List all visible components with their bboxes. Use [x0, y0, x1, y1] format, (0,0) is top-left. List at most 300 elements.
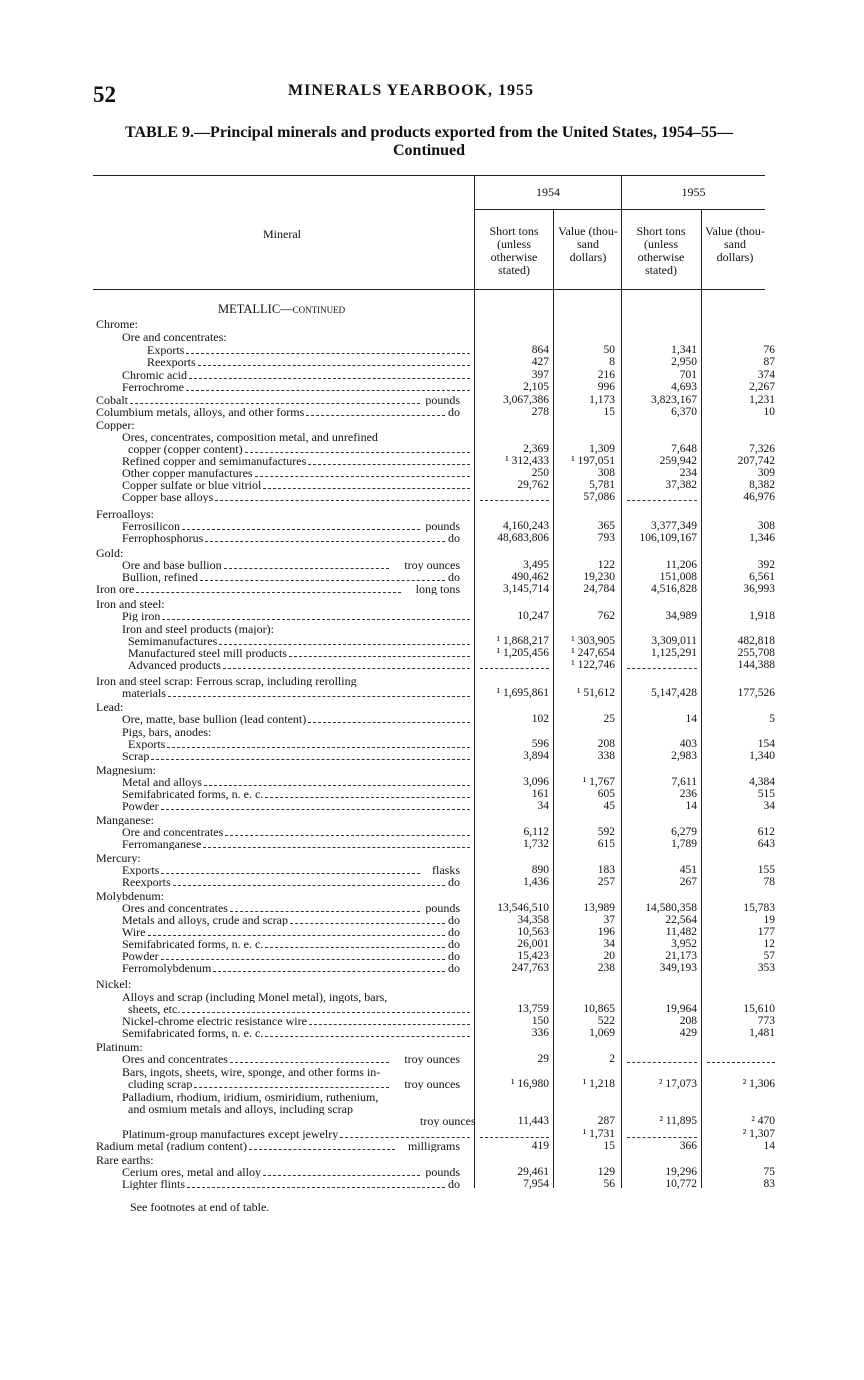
- table-cell: ¹ 247,654: [571, 647, 615, 659]
- row-label: Rare earths:: [96, 1154, 154, 1166]
- row-label: copper (copper content): [128, 443, 243, 455]
- row-unit: troy ounces: [404, 559, 460, 571]
- table-cell: 6,112: [523, 826, 549, 838]
- table-cell: 2,369: [523, 443, 549, 455]
- leader-dots: [263, 488, 470, 489]
- table-cell: 255,708: [737, 647, 775, 659]
- leader-dots: [219, 644, 470, 645]
- table-cell: 701: [679, 369, 697, 381]
- table-cell: 267: [679, 876, 697, 888]
- table-cell: 1,481: [749, 1027, 775, 1039]
- leader-dots: [204, 785, 470, 786]
- row-unit: do: [448, 950, 460, 962]
- table-cell: 129: [597, 1166, 615, 1178]
- row-unit: pounds: [425, 520, 460, 532]
- table-cell: 207,742: [737, 455, 775, 467]
- leader-dots: [340, 1137, 470, 1138]
- leader-dots: [182, 529, 420, 530]
- row-label: Chrome:: [96, 318, 138, 330]
- table-cell: 605: [597, 788, 615, 800]
- table-cell: 612: [757, 826, 775, 838]
- table-cell: 29,461: [517, 1166, 549, 1178]
- table-cell: 308: [757, 520, 775, 532]
- row-unit: do: [448, 962, 460, 974]
- table-cell: 177: [757, 926, 775, 938]
- row-label: Iron and steel:: [96, 598, 165, 610]
- row-label: Pig iron: [122, 610, 161, 622]
- table-cell: 7,611: [671, 776, 697, 788]
- row-label: Ore and concentrates: [122, 826, 224, 838]
- row-unit: pounds: [425, 1166, 460, 1178]
- table-cell: ¹ 1,731: [582, 1128, 615, 1140]
- table-cell: 4,384: [749, 776, 775, 788]
- table-cell: 208: [679, 1015, 697, 1027]
- row-label: Columbium metals, alloys, and other forms: [96, 406, 305, 418]
- row-label: Cerium ores, metal and alloy: [122, 1166, 261, 1178]
- table-cell: 3,952: [671, 938, 697, 950]
- table-cell: 19: [763, 914, 775, 926]
- table-cell: 24,784: [583, 583, 615, 595]
- table-cell: 21,173: [665, 950, 697, 962]
- leader-dots: [224, 568, 389, 569]
- leader-dots: [309, 1024, 470, 1025]
- row-label: Semifabricated forms, n. e. c.: [122, 1027, 264, 1039]
- row-label: Ores and concentrates: [122, 1053, 228, 1065]
- table-cell: 3,495: [523, 559, 549, 571]
- leader-dots: [213, 971, 445, 972]
- row-label: Other copper manufactures: [122, 467, 253, 479]
- leader-dots: [289, 656, 470, 657]
- table-cell: 234: [679, 467, 697, 479]
- table-cell: 4,516,828: [651, 583, 697, 595]
- row-label: Ores and concentrates: [122, 902, 228, 914]
- table-cell: 366: [679, 1140, 697, 1152]
- table-cell: 34,989: [665, 610, 697, 622]
- table-cell: 250: [531, 467, 549, 479]
- row-label: Ferromolybdenum: [122, 962, 212, 974]
- table-cell: 643: [757, 838, 775, 850]
- leader-dots: [255, 476, 470, 477]
- table-cell: 793: [597, 532, 615, 544]
- table-cell: 150: [531, 1015, 549, 1027]
- leader-dots: [198, 365, 470, 366]
- table-cell: 22,564: [665, 914, 697, 926]
- table-cell: 1,125,291: [651, 647, 697, 659]
- table-cell: 34,358: [517, 914, 549, 926]
- table-cell: 4,160,243: [503, 520, 549, 532]
- row-label: Scrap: [122, 750, 150, 762]
- table-cell: 8: [609, 356, 615, 368]
- table-cell: 46,976: [743, 491, 775, 503]
- table-cell: 57,086: [583, 491, 615, 503]
- row-label: Bars, ingots, sheets, wire, sponge, and other forms in-: [122, 1066, 381, 1078]
- table-cell: ¹ 303,905: [571, 635, 615, 647]
- table-cell: 15: [603, 406, 615, 418]
- row-label: Exports: [122, 864, 160, 876]
- row-label: Palladium, rhodium, iridium, osmiridium, ruthenium,: [122, 1091, 379, 1103]
- table-cell: 8,382: [749, 479, 775, 491]
- table-cell: 11,206: [665, 559, 697, 571]
- column-rule-2: [553, 210, 554, 1188]
- table-cell: 78: [763, 876, 775, 888]
- short-tons-1954-header: Short tons (unless otherwise stated): [489, 224, 539, 277]
- table-cell: 75: [763, 1166, 775, 1178]
- table-cell: 2,950: [671, 356, 697, 368]
- leader-dots: [263, 1175, 420, 1176]
- row-label: Ferroalloys:: [96, 508, 154, 520]
- footnote: See footnotes at end of table.: [130, 1200, 270, 1214]
- row-label: Pigs, bars, anodes:: [122, 726, 212, 738]
- table-cell: 419: [531, 1140, 549, 1152]
- leader-dots: [306, 415, 445, 416]
- table-cell: ¹ 1,868,217: [496, 635, 549, 647]
- row-unit: long tons: [415, 583, 460, 595]
- leader-dots: [168, 696, 470, 697]
- leader-dots: [186, 390, 470, 391]
- row-label: Metal and alloys: [122, 776, 202, 788]
- leader-dots: [136, 592, 401, 593]
- table-cell: 14: [685, 713, 697, 725]
- row-unit: do: [448, 571, 460, 583]
- row-label: Semifabricated forms, n. e. c.: [122, 788, 264, 800]
- leader-dots: [151, 759, 470, 760]
- leader-dots: [205, 541, 445, 542]
- table-cell: 11,443: [517, 1115, 549, 1127]
- leader-dots: [173, 885, 445, 886]
- table-cell: 15,783: [743, 902, 775, 914]
- table-cell: 287: [597, 1115, 615, 1127]
- table-cell: 19,964: [665, 1003, 697, 1015]
- leader-dots: [186, 353, 470, 354]
- table-cell: 19,230: [583, 571, 615, 583]
- column-rule-3: [621, 176, 622, 1188]
- table-cell: 592: [597, 826, 615, 838]
- table-cell: 154: [757, 738, 775, 750]
- mineral-header: Mineral: [263, 227, 301, 241]
- row-unit: do: [448, 938, 460, 950]
- empty-cell-dashes: [627, 1137, 697, 1138]
- row-label: Semifabricated forms, n. e. c.: [122, 938, 264, 950]
- row-unit: pounds: [425, 394, 460, 406]
- table-cell: 48,683,806: [497, 532, 549, 544]
- row-label: Iron and steel products (major):: [122, 623, 274, 635]
- table-cell: 26,001: [517, 938, 549, 950]
- row-label: Gold:: [96, 547, 124, 559]
- table-cell: 83: [763, 1178, 775, 1190]
- empty-cell-dashes: [480, 1137, 549, 1138]
- table-cell: 596: [531, 738, 549, 750]
- table-cell: 3,145,714: [503, 583, 549, 595]
- table-cell: ² 17,073: [659, 1078, 697, 1090]
- leader-dots: [308, 722, 470, 723]
- row-label: Radium metal (radium content): [96, 1140, 247, 1152]
- row-label: Manganese:: [96, 814, 154, 826]
- value-1954-header: Value (thou- sand dollars): [558, 224, 618, 264]
- table-cell: 2,105: [523, 381, 549, 393]
- year-1954-header: 1954: [536, 185, 560, 199]
- row-unit: troy ounces: [404, 1053, 460, 1065]
- table-cell: 106,109,167: [639, 532, 697, 544]
- row-label: Ore, matte, base bullion (lead content): [122, 713, 307, 725]
- row-label: Refined copper and semimanufactures: [122, 455, 307, 467]
- empty-cell-dashes: [480, 500, 549, 501]
- table-cell: 1,346: [749, 532, 775, 544]
- table-cell: 429: [679, 1027, 697, 1039]
- table-cell: 236: [679, 788, 697, 800]
- row-label: and osmium metals and alloys, including scrap: [128, 1103, 353, 1115]
- table-cell: 45: [603, 800, 615, 812]
- table-cell: 309: [757, 467, 775, 479]
- table-cell: 427: [531, 356, 549, 368]
- row-label: Lead:: [96, 701, 124, 713]
- leader-dots: [187, 1187, 445, 1188]
- leader-dots: [148, 935, 445, 936]
- row-label: Exports: [147, 344, 185, 356]
- row-label: Reexports: [122, 876, 171, 888]
- row-label: Nickel:: [96, 978, 132, 990]
- table-cell: 56: [603, 1178, 615, 1190]
- table-cell: 208: [597, 738, 615, 750]
- table-cell: 308: [597, 467, 615, 479]
- table-cell: 3,309,011: [651, 635, 697, 647]
- table-cell: 3,823,167: [651, 394, 697, 406]
- row-label: Powder: [122, 950, 159, 962]
- row-label: Lighter flints: [122, 1178, 185, 1190]
- table-cell: 349,193: [659, 962, 697, 974]
- table-title: TABLE 9.—Principal minerals and products exported from the United States, 1954–55—Continued: [124, 124, 733, 159]
- row-label: Ferrochrome: [122, 381, 184, 393]
- table-cell: 338: [597, 750, 615, 762]
- table-cell: 5,781: [589, 479, 615, 491]
- table-cell: 14: [763, 1140, 775, 1152]
- table-cell: ² 1,307: [742, 1128, 775, 1140]
- row-label: Magnesium:: [96, 764, 156, 776]
- table-cell: 392: [757, 559, 775, 571]
- table-cell: 15: [603, 1140, 615, 1152]
- table-cell: 1,789: [671, 838, 697, 850]
- row-label: Platinum-group manufactures except jewelry: [122, 1128, 339, 1140]
- leader-dots: [290, 923, 445, 924]
- table-cell: 4,693: [671, 381, 697, 393]
- table-cell: 2,267: [749, 381, 775, 393]
- table-cell: 25: [603, 713, 615, 725]
- table-cell: 238: [597, 962, 615, 974]
- row-label: Ore and base bullion: [122, 559, 222, 571]
- table-top-rule: [93, 175, 765, 176]
- row-label: cluding scrap: [128, 1078, 193, 1090]
- row-unit: do: [448, 532, 460, 544]
- table-cell: 13,759: [517, 1003, 549, 1015]
- table-cell: 34: [603, 938, 615, 950]
- table-cell: 3,377,349: [651, 520, 697, 532]
- table-cell: 6,370: [671, 406, 697, 418]
- row-label: Copper:: [96, 419, 135, 431]
- table-cell: ¹ 1,767: [582, 776, 615, 788]
- table-cell: 1,732: [523, 838, 549, 850]
- row-label: Iron ore: [96, 583, 135, 595]
- leader-dots: [162, 619, 470, 620]
- row-label: Copper base alloys: [122, 491, 214, 503]
- table-cell: 155: [757, 864, 775, 876]
- table-cell: 890: [531, 864, 549, 876]
- row-label: Bullion, refined: [122, 571, 198, 583]
- table-cell: 177,526: [737, 687, 775, 699]
- row-label: Copper sulfate or blue vitriol: [122, 479, 262, 491]
- table-cell: 6,561: [749, 571, 775, 583]
- table-cell: 183: [597, 864, 615, 876]
- table-cell: 482,818: [737, 635, 775, 647]
- leader-dots: [200, 580, 445, 581]
- table-cell: 20: [603, 950, 615, 962]
- table-cell: 14,580,358: [645, 902, 697, 914]
- table-cell: 7,326: [749, 443, 775, 455]
- table-cell: 13,989: [583, 902, 615, 914]
- row-label: Manufactured steel mill products: [128, 647, 287, 659]
- leader-dots: [245, 452, 470, 453]
- leader-dots: [223, 668, 470, 669]
- row-label: Powder: [122, 800, 159, 812]
- leader-dots: [215, 500, 470, 501]
- table-cell: 122: [597, 559, 615, 571]
- leader-dots: [203, 847, 470, 848]
- leader-dots: [265, 947, 445, 948]
- table-cell: ¹ 197,051: [571, 455, 615, 467]
- table-cell: 353: [757, 962, 775, 974]
- table-cell: 7,954: [523, 1178, 549, 1190]
- table-cell: 1,436: [523, 876, 549, 888]
- table-cell: 151,008: [659, 571, 697, 583]
- leader-dots: [265, 1036, 470, 1037]
- table-cell: 10,247: [517, 610, 549, 622]
- table-cell: 5: [769, 713, 775, 725]
- table-cell: ² 11,895: [659, 1115, 697, 1127]
- table-cell: 13,546,510: [497, 902, 549, 914]
- row-label: Advanced products: [128, 659, 221, 671]
- table-cell: 161: [531, 788, 549, 800]
- table-cell: 87: [763, 356, 775, 368]
- leader-dots: [225, 835, 470, 836]
- table-cell: 10,772: [665, 1178, 697, 1190]
- table-cell: 6,279: [671, 826, 697, 838]
- table-cell: 5,147,428: [651, 687, 697, 699]
- table-cell: 996: [597, 381, 615, 393]
- table-cell: 1,341: [671, 344, 697, 356]
- table-cell: 15,610: [743, 1003, 775, 1015]
- table-cell: 15,423: [517, 950, 549, 962]
- table-cell: 1,918: [749, 610, 775, 622]
- table-cell: ¹ 122,746: [571, 659, 615, 671]
- table-cell: 34: [763, 800, 775, 812]
- row-label: Wire: [122, 926, 146, 938]
- table-cell: 1,309: [589, 443, 615, 455]
- row-label: Nickel-chrome electric resistance wire: [122, 1015, 307, 1027]
- table-cell: 257: [597, 876, 615, 888]
- row-label: Iron and steel scrap: Ferrous scrap, including rerolling: [96, 675, 357, 687]
- page-number: 52: [93, 82, 116, 107]
- table-cell: 19,296: [665, 1166, 697, 1178]
- table-cell: 451: [679, 864, 697, 876]
- table-cell: 29: [537, 1053, 549, 1065]
- row-label: Mercury:: [96, 852, 141, 864]
- table-cell: 102: [531, 713, 549, 725]
- table-cell: 50: [603, 344, 615, 356]
- table-cell: 374: [757, 369, 775, 381]
- table-cell: 34: [537, 800, 549, 812]
- row-unit: do: [448, 406, 460, 418]
- row-unit: do: [448, 876, 460, 888]
- table-cell: 522: [597, 1015, 615, 1027]
- table-cell: 3,067,386: [503, 394, 549, 406]
- table-cell: ¹ 51,612: [577, 687, 615, 699]
- row-unit: flasks: [432, 864, 460, 876]
- table-cell: 36,993: [743, 583, 775, 595]
- table-cell: 11,482: [665, 926, 697, 938]
- running-head: MINERALS YEARBOOK, 1955: [288, 82, 534, 99]
- leader-dots: [161, 809, 470, 810]
- table-cell: 1,231: [749, 394, 775, 406]
- table-cell: ¹ 1,695,861: [496, 687, 549, 699]
- leader-dots: [167, 747, 470, 748]
- table-cell: 76: [763, 344, 775, 356]
- table-cell: 336: [531, 1027, 549, 1039]
- section-heading: METALLIC—continued: [218, 303, 346, 315]
- table-cell: 515: [757, 788, 775, 800]
- table-cell: ¹ 1,218: [582, 1078, 615, 1090]
- table-cell: 247,763: [511, 962, 549, 974]
- table-cell: 37,382: [665, 479, 697, 491]
- table-cell: 864: [531, 344, 549, 356]
- table-cell: 278: [531, 406, 549, 418]
- column-rule-4: [701, 210, 702, 1188]
- leader-dots: [265, 797, 470, 798]
- table-cell: 403: [679, 738, 697, 750]
- table-cell: 216: [597, 369, 615, 381]
- table-cell: 57: [763, 950, 775, 962]
- table-cell: 397: [531, 369, 549, 381]
- table-cell: 259,942: [659, 455, 697, 467]
- row-unit: do: [448, 914, 460, 926]
- row-unit: do: [448, 1178, 460, 1190]
- table-cell: 37: [603, 914, 615, 926]
- row-label: Exports: [128, 738, 166, 750]
- year-rule: [475, 209, 765, 210]
- table-cell: 490,462: [511, 571, 549, 583]
- table-cell: 773: [757, 1015, 775, 1027]
- table-cell: 144,388: [737, 659, 775, 671]
- leader-dots: [182, 1012, 470, 1013]
- row-label: Ferrophosphorus: [122, 532, 204, 544]
- table-cell: 1,340: [749, 750, 775, 762]
- table-cell: ² 1,306: [742, 1078, 775, 1090]
- table-cell: 1,069: [589, 1027, 615, 1039]
- empty-cell-dashes: [627, 500, 697, 501]
- leader-dots: [230, 911, 420, 912]
- row-label: Ferromanganese: [122, 838, 202, 850]
- leader-dots: [161, 873, 420, 874]
- row-label: Alloys and scrap (including Monel metal), ingots, bars,: [122, 991, 388, 1003]
- table-cell: 7,648: [671, 443, 697, 455]
- empty-cell-dashes: [627, 1062, 697, 1063]
- leader-dots: [308, 464, 470, 465]
- row-label: Ferrosilicon: [122, 520, 180, 532]
- row-unit: do: [448, 926, 460, 938]
- table-cell: 10,563: [517, 926, 549, 938]
- table-cell: 762: [597, 610, 615, 622]
- table-cell: 10: [763, 406, 775, 418]
- table-cell: 10,865: [583, 1003, 615, 1015]
- table-cell: 3,096: [523, 776, 549, 788]
- row-label: Molybdenum:: [96, 890, 164, 902]
